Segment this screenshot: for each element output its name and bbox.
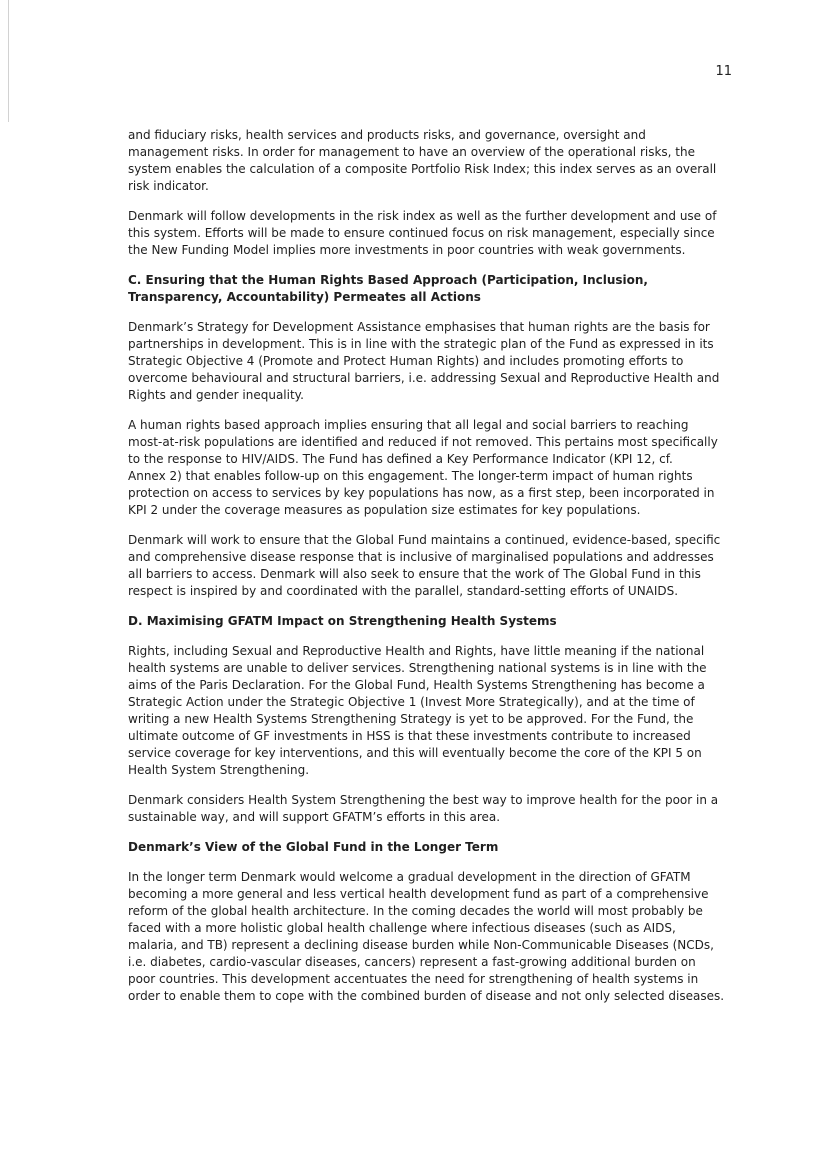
text-line: all barriers to access. Denmark will also seek to ensure that the work of The Global Fund in this xyxy=(128,567,701,581)
text-line: Denmark will work to ensure that the Global Fund maintains a continued, evidence-based, specific xyxy=(128,533,721,547)
text-line: Rights and gender inequality. xyxy=(128,388,304,402)
text-line: Annex 2) that enables follow-up on this engagement. The longer-term impact of human rights xyxy=(128,469,693,483)
text-line: health systems are unable to deliver services. Strengthening national systems is in line with the xyxy=(128,661,707,675)
text-line: Rights, including Sexual and Reproductive Health and Rights, have little meaning if the national xyxy=(128,644,705,658)
heading-line: Transparency, Accountability) Permeates all Actions xyxy=(128,290,481,304)
text-line: i.e. diabetes, cardio-vascular diseases, cancers) represent a fast-growing additional burden on xyxy=(128,955,696,969)
text-line: A human rights based approach implies ensuring that all legal and social barriers to reaching xyxy=(128,418,689,432)
text-line: this system. Efforts will be made to ensure continued focus on risk management, especially since xyxy=(128,226,715,240)
text-line: partnerships in development. This is in line with the strategic plan of the Fund as expressed in its xyxy=(128,337,714,351)
section-heading-c xyxy=(128,272,818,306)
text-line: most-at-risk populations are identified and reduced if not removed. This pertains most specifically xyxy=(128,435,718,449)
heading-line: Denmark’s View of the Global Fund in the Longer Term xyxy=(128,840,499,854)
paragraph-strategy xyxy=(128,319,818,404)
paragraph-hr-approach xyxy=(128,417,818,519)
text-line: sustainable way, and will support GFATM’s efforts in this area. xyxy=(128,810,501,824)
text-line: Denmark considers Health System Strengthening the best way to improve health for the poor in a xyxy=(128,793,719,807)
text-line: protection on access to services by key populations has now, as a first step, been incorporated in xyxy=(128,486,715,500)
text-line: and comprehensive disease response that is inclusive of marginalised populations and addresses xyxy=(128,550,714,564)
paragraph-health-systems xyxy=(128,643,818,779)
text-line: overcome behavioural and structural barriers, i.e. addressing Sexual and Reproductive Health and xyxy=(128,371,720,385)
text-line: to the response to HIV/AIDS. The Fund has defined a Key Performance Indicator (KPI 12, cf. xyxy=(128,452,673,466)
text-line: KPI 2 under the coverage measures as population size estimates for key populations. xyxy=(128,503,641,517)
text-line: Strategic Action under the Strategic Objective 1 (Invest More Strategically), and at the time of xyxy=(128,695,695,709)
page-number: 11 xyxy=(715,64,732,79)
paragraph-risk-index xyxy=(128,208,818,259)
page-body xyxy=(128,127,818,1018)
text-line: management risks. In order for management to have an overview of the operational risks, the xyxy=(128,145,695,159)
section-heading-longer-term xyxy=(128,839,818,856)
text-line: system enables the calculation of a composite Portfolio Risk Index; this index serves as an overall xyxy=(128,162,717,176)
text-line: risk indicator. xyxy=(128,179,209,193)
text-line: and fiduciary risks, health services and products risks, and governance, oversight and xyxy=(128,128,646,142)
text-line: In the longer term Denmark would welcome a gradual development in the direction of GFATM xyxy=(128,870,691,884)
text-line: order to enable them to cope with the combined burden of disease and not only selected diseases. xyxy=(128,989,725,1003)
text-line: malaria, and TB) represent a declining disease burden while Non-Communicable Diseases (NCDs, xyxy=(128,938,714,952)
text-line: Strategic Objective 4 (Promote and Protect Human Rights) and includes promoting efforts to xyxy=(128,354,684,368)
paragraph-disease-response xyxy=(128,532,818,600)
text-line: faced with a more holistic global health challenge where infectious diseases (such as AIDS, xyxy=(128,921,676,935)
paragraph-hss-support xyxy=(128,792,818,826)
text-line: aims of the Paris Declaration. For the Global Fund, Health Systems Strengthening has become a xyxy=(128,678,705,692)
heading-line: D. Maximising GFATM Impact on Strengthening Health Systems xyxy=(128,614,557,628)
text-line: Health System Strengthening. xyxy=(128,763,310,777)
scan-edge-line xyxy=(8,0,9,122)
text-line: the New Funding Model implies more investments in poor countries with weak governments. xyxy=(128,243,686,257)
text-line: Denmark’s Strategy for Development Assistance emphasises that human rights are the basis for xyxy=(128,320,710,334)
text-line: respect is inspired by and coordinated with the parallel, standard-setting efforts of UNAIDS. xyxy=(128,584,679,598)
text-line: reform of the global health architecture. In the coming decades the world will most probably be xyxy=(128,904,703,918)
text-line: service coverage for key interventions, and this will eventually become the core of the KPI 5 on xyxy=(128,746,702,760)
text-line: poor countries. This development accentuates the need for strengthening of health systems in xyxy=(128,972,699,986)
paragraph-risks xyxy=(128,127,818,195)
text-line: Denmark will follow developments in the risk index as well as the further development and use of xyxy=(128,209,717,223)
text-line: becoming a more general and less vertical health development fund as part of a comprehensive xyxy=(128,887,709,901)
text-line: writing a new Health Systems Strengthening Strategy is yet to be approved. For the Fund, the xyxy=(128,712,694,726)
paragraph-longer-term xyxy=(128,869,818,1005)
heading-line: C. Ensuring that the Human Rights Based Approach (Participation, Inclusion, xyxy=(128,273,648,287)
section-heading-d xyxy=(128,613,818,630)
text-line: ultimate outcome of GF investments in HSS is that these investments contribute to increased xyxy=(128,729,691,743)
